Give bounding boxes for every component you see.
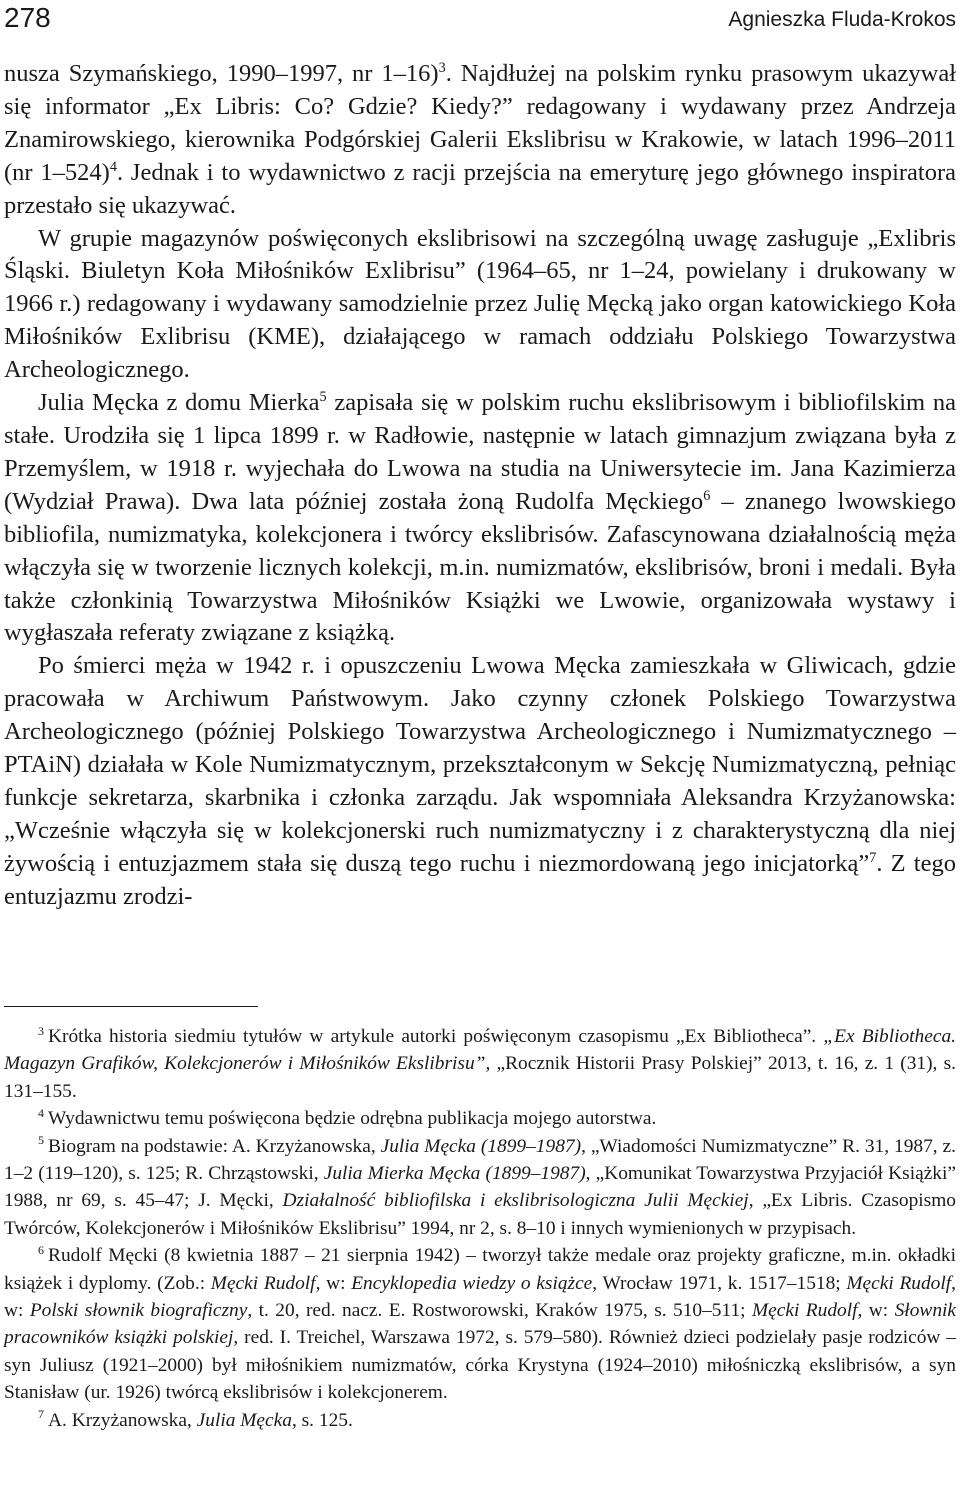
footnotes <box>4 1023 956 1434</box>
italic-title: Męcki Rudolf <box>846 1272 952 1294</box>
footnote-number: 6 <box>38 1242 45 1257</box>
text-run: Po śmierci męża w 1942 r. i opuszczeniu Lwowa Męcka zamieszkała w Gliwicach, gdzie pracowała w Archiwum Państwowym. Jako czynny członek Polskiego Towarzystwa Archeologicznego (później Polskiego Towarzystwa Archeologicznego i Numizmatycznego – PTAiN) działała w Kole Numizmatycznym, przekształconym w Sekcję Numizmatyczną, pełniąc funkcje sekretarza, skarbnika i członka zarządu. Jak wspomniała Aleksandra Krzyżanowska: „Wcześnie włączyła się w kolekcjonerski ruch numizmatyczny i z charakterystyczną dla niej żywością i entuzjazmem stała się duszą tego ruchu i niezmordowaną jego inicjatorką” <box>4 652 956 877</box>
main-text <box>4 58 956 914</box>
text-run: Wydawnictwu temu poświęcona będzie odrębna publikacja mojego autorstwa. <box>48 1108 657 1130</box>
text-run: zapisała się w polskim ruchu ekslibrisowym i bibliofilskim na stałe. Urodziła się 1 lipca 1899 r. w Radłowie, następnie w latach gimnazjum związana była z Przemyślem, w 1918 r. wyjechała do Lwowa na studia na Uniwersytecie im. Jana Kazimierza (Wydział Prawa). Dwa lata później została żoną Rudolfa Męckiego <box>4 389 956 515</box>
page-number: 278 <box>4 2 51 33</box>
footnote-number: 4 <box>38 1105 45 1120</box>
footnote-7 <box>4 1407 956 1434</box>
text-run: , red. I. Treichel, Warszawa 1972, s. 579–580). Również dzieci podzielały pasje rodziców – syn Juliusz (1921–2000) był miłośnikiem numizmatów, córka Krystyna (1924–2010) miłośniczką ekslibrisów, a syn Stanisław (ur. 1926) twórcą ekslibrisów i kolekcjonerem. <box>4 1327 956 1404</box>
footnote-ref-5[interactable]: 5 <box>319 388 327 405</box>
text-run: , s. 125. <box>291 1409 353 1431</box>
text-run: nusza Szymańskiego, 1990–1997, nr 1–16) <box>4 60 439 87</box>
footnote-separator <box>4 1006 258 1007</box>
text-run: , w: <box>857 1300 895 1322</box>
text-run: Julia Męcka z domu Mierka <box>38 389 320 417</box>
text-run: , w: <box>315 1272 352 1294</box>
text-run: , „Rocznik Historii Prasy Polskiej” 2013, t. 16, z. 1 (31), s. 131–155. <box>4 1053 957 1102</box>
footnote-ref-3[interactable]: 3 <box>438 59 446 76</box>
italic-title: Polski słownik biograficzny <box>29 1300 248 1322</box>
text-run: , „Ex Libris. Czasopismo Twórców, Kolekcjonerów i Miłośników Ekslibrisu” 1994, nr 2, s. 8–10 i innych wymienionych w przypisach. <box>4 1190 956 1239</box>
text-run: Krótka historia siedmiu tytułów w artykule autorki poświęconym czasopismu „Ex Bibliotheca”. <box>48 1026 824 1047</box>
text-run: , „Komunikat Towarzystwa Przyjaciół Książki” 1988, nr 69, s. 45–47; J. Męcki, <box>4 1163 956 1212</box>
footnote-ref-4[interactable]: 4 <box>109 158 117 175</box>
italic-title: „Ex Bibliotheca. Magazyn Grafików, Kolekcjonerów i Miłośników Ekslibrisu” <box>4 1026 956 1075</box>
footnote-number: 5 <box>38 1133 45 1148</box>
footnote-5 <box>4 1133 956 1243</box>
italic-title: Słownik pracowników książki polskiej <box>4 1300 957 1349</box>
footnote-6 <box>4 1242 956 1406</box>
footnote-ref-7[interactable]: 7 <box>869 849 877 866</box>
running-head-author: Agnieszka Fluda-Krokos <box>728 8 956 31</box>
text-run: Biogram na podstawie: A. Krzyżanowska, <box>48 1135 381 1157</box>
text-run: , „Wiadomości Numizmatyczne” R. 31, 1987, z. 1–2 (119–120), s. 125; R. Chrząstowski, <box>4 1135 956 1185</box>
footnote-number: 7 <box>38 1407 45 1422</box>
text-run: A. Krzyżanowska, <box>48 1409 197 1431</box>
text-run: . Jednak i to wydawnictwo z racji przejścia na emeryturę jego głównego inspiratora przestało się ukazywać. <box>4 158 956 219</box>
text-run: , t. 20, red. nacz. E. Rostworowski, Kraków 1975, s. 510–511; <box>247 1300 752 1322</box>
italic-title: Męcki Rudolf <box>752 1300 858 1322</box>
text-run: Rudolf Męcki (8 kwietnia 1887 – 21 sierpnia 1942) – tworzył także medale oraz projekty graficzne, m.in. okładki książek i dyplomy. (Zob.: <box>4 1245 956 1294</box>
page-header <box>4 0 956 44</box>
text-run: , Wrocław 1971, k. 1517–1518; <box>592 1272 847 1294</box>
italic-title: Męcki Rudolf <box>210 1272 316 1294</box>
footnote-4 <box>4 1105 956 1132</box>
paragraph-3 <box>4 387 956 650</box>
text-run: , w: <box>4 1272 957 1322</box>
text-run: . Najdłużej na polskim rynku prasowym ukazywał się informator „Ex Libris: Co? Gdzie? Kiedy?” redagowany i wydawany przez Andrzeja Znamirowskiego, kierownika Podgórskiej Galerii Ekslibrisu w Krakowie, w latach 1996–2011 (nr 1–524) <box>4 60 956 186</box>
italic-title: Julia Mierka Męcka (1899–1987) <box>323 1163 586 1185</box>
italic-title: Encyklopedia wiedzy o książce <box>351 1272 593 1294</box>
paragraph-1 <box>4 58 956 223</box>
footnote-ref-6[interactable]: 6 <box>703 487 711 504</box>
footnote-number: 3 <box>38 1023 45 1038</box>
italic-title: Julia Męcka <box>196 1409 292 1431</box>
paragraph-2: W grupie magazynów poświęconych ekslibrisowi na szczególną uwagę zasługuje „Exlibris Śląski. Biuletyn Koła Miłośników Exlibrisu” (1964–65, nr 1–24, powielany i drukowany w 1966 r.) redagowany i wydawany samodzielnie przez Julię Męcką jako organ katowickiego Koła Miłośników Exlibrisu (KME), działającego w ramach oddziału Polskiego Towarzystwa Archeologicznego. <box>4 224 956 384</box>
text-run: . Z tego entuzjazmu zrodzi- <box>4 849 956 910</box>
footnote-3 <box>4 1023 956 1105</box>
italic-title: Działalność bibliofilska i ekslibrisologiczna Julii Męckiej <box>282 1190 749 1212</box>
paragraph-4 <box>4 650 956 913</box>
italic-title: Julia Męcka (1899–1987) <box>380 1135 582 1157</box>
text-run: – znanego lwowskiego bibliofila, numizmatyka, kolekcjonera i twórcy ekslibrisów. Zafascynowana działalnością męża włączyła się w tworzenie licznych kolekcji, m.in. numizmatów, ekslibrisów, broni i medali. Była także członkinią Towarzystwa Miłośników Książki we Lwowie, organizowała wystawy i wygłaszała referaty związane z książką. <box>4 487 956 647</box>
